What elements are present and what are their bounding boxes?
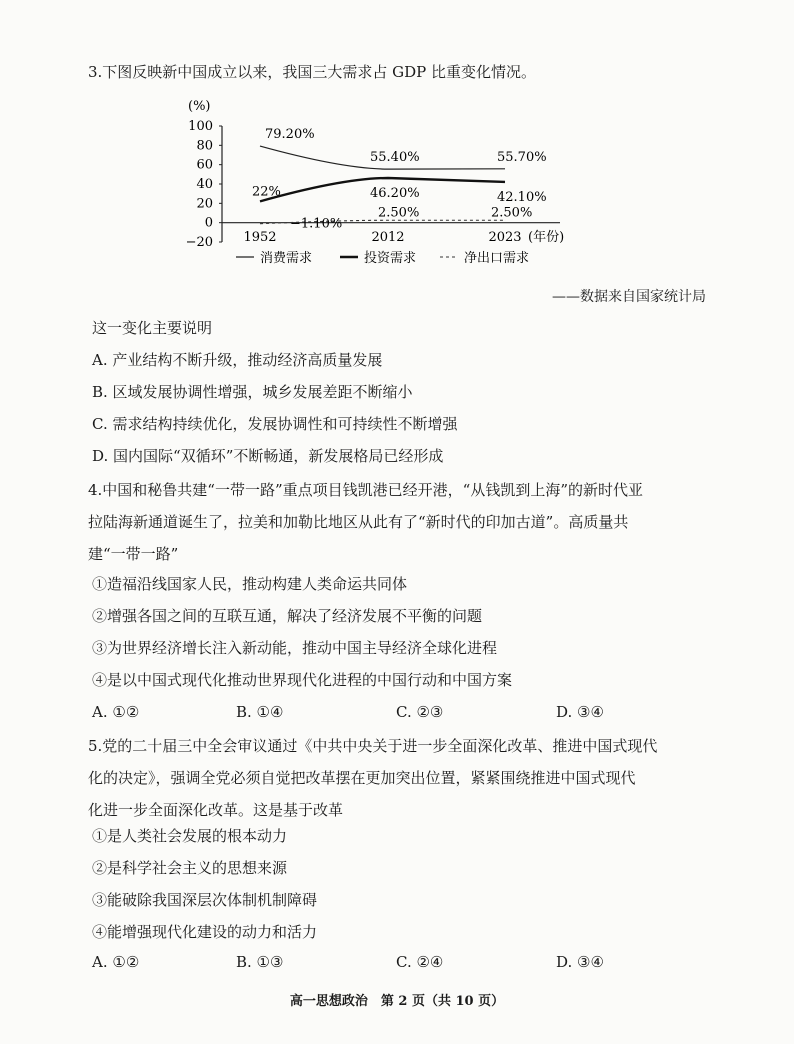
chart-y-tick-label: 40 xyxy=(196,177,213,192)
q4-choice-d[interactable]: D. ③④ xyxy=(556,703,604,721)
data-source: ——数据来自国家统计局 xyxy=(552,289,706,305)
data-label: 55.40% xyxy=(370,150,420,166)
q4-item-3: ③为世界经济增长注入新动能，推动中国主导经济全球化进程 xyxy=(92,639,498,657)
legend-label: 投资需求 xyxy=(364,251,417,266)
q3-option-b[interactable]: B. 区域发展协调性增强，城乡发展差距不断缩小 xyxy=(92,383,413,401)
data-label: −1.10% xyxy=(290,216,343,232)
q3-stem: 3.下图反映新中国成立以来，我国三大需求占 GDP 比重变化情况。 xyxy=(88,63,536,81)
q5-stem-line-1: 5.党的二十届三中全会审议通过《中共中央关于进一步全面深化改革、推进中国式现代 xyxy=(88,737,658,755)
q5-stem-line-3: 化进一步全面深化改革。这是基于改革 xyxy=(88,801,344,819)
data-label: 2.50% xyxy=(491,205,533,221)
data-label: 22% xyxy=(252,184,281,200)
chart-y-tick-label: 60 xyxy=(196,157,213,173)
q5-item-3: ③能破除我国深层次体制机制障碍 xyxy=(92,891,318,909)
chart-y-tick-label: 0 xyxy=(204,215,213,231)
q5-choice-b[interactable]: B. ①③ xyxy=(236,953,284,971)
q3-lead: 这一变化主要说明 xyxy=(92,319,213,337)
legend-label: 净出口需求 xyxy=(464,251,530,266)
q5-item-4: ④能增强现代化建设的动力和活力 xyxy=(92,923,318,941)
q3-option-d[interactable]: D. 国内国际“双循环”不断畅通，新发展格局已经形成 xyxy=(92,447,444,465)
q5-stem-line-2: 化的决定》，强调全党必须自觉把改革摆在更加突出位置，紧紧围绕推进中国式现代 xyxy=(88,769,636,787)
chart-xlabel: (年份) xyxy=(528,230,565,245)
data-label: 79.20% xyxy=(265,127,315,143)
q4-choice-c[interactable]: C. ②③ xyxy=(396,703,444,721)
demand-share-chart xyxy=(0,0,794,280)
data-label: 42.10% xyxy=(497,189,547,205)
legend-label: 消费需求 xyxy=(260,251,313,266)
chart-y-tick-label: 80 xyxy=(196,138,213,154)
chart-y-tick-label: 100 xyxy=(188,119,213,134)
q4-item-2: ②增强各国之间的互联互通，解决了经济发展不平衡的问题 xyxy=(92,607,483,625)
q3-option-c[interactable]: C. 需求结构持续优化，发展协调性和可持续性不断增强 xyxy=(92,415,458,433)
q4-stem-line-2: 拉陆海新通道诞生了，拉美和加勒比地区从此有了“新时代的印加古道”。高质量共 xyxy=(88,513,629,531)
chart-x-tick-label: 2023 xyxy=(488,230,522,245)
chart-y-tick-label: 20 xyxy=(196,196,213,212)
q5-item-2: ②是科学社会主义的思想来源 xyxy=(92,859,288,877)
data-label: 55.70% xyxy=(497,149,547,165)
chart-ylabel: (%) xyxy=(188,99,211,114)
chart-x-tick-label: 2012 xyxy=(371,230,405,245)
q5-choice-d[interactable]: D. ③④ xyxy=(556,953,604,971)
data-label: 2.50% xyxy=(378,205,420,221)
chart-x-tick-label: 1952 xyxy=(243,230,277,245)
q4-stem-line-3: 建“一带一路” xyxy=(88,545,179,563)
q4-item-4: ④是以中国式现代化推动世界现代化进程的中国行动和中国方案 xyxy=(92,671,513,689)
q3-option-a[interactable]: A. 产业结构不断升级，推动经济高质量发展 xyxy=(92,351,383,369)
q5-choice-c[interactable]: C. ②④ xyxy=(396,953,444,971)
q4-choice-b[interactable]: B. ①④ xyxy=(236,703,284,721)
q4-item-1: ①造福沿线国家人民，推动构建人类命运共同体 xyxy=(92,575,408,593)
q5-choice-a[interactable]: A. ①② xyxy=(92,953,140,971)
page-footer: 高一思想政治 第 2 页（共 10 页） xyxy=(289,994,505,1009)
q4-stem-line-1: 4.中国和秘鲁共建“一带一路”重点项目钱凯港已经开港，“从钱凯到上海”的新时代亚 xyxy=(88,481,643,499)
q4-choice-a[interactable]: A. ①② xyxy=(92,703,140,721)
chart-y-tick-label: −20 xyxy=(185,235,213,250)
data-label: 46.20% xyxy=(370,186,420,202)
q5-item-1: ①是人类社会发展的根本动力 xyxy=(92,827,288,845)
